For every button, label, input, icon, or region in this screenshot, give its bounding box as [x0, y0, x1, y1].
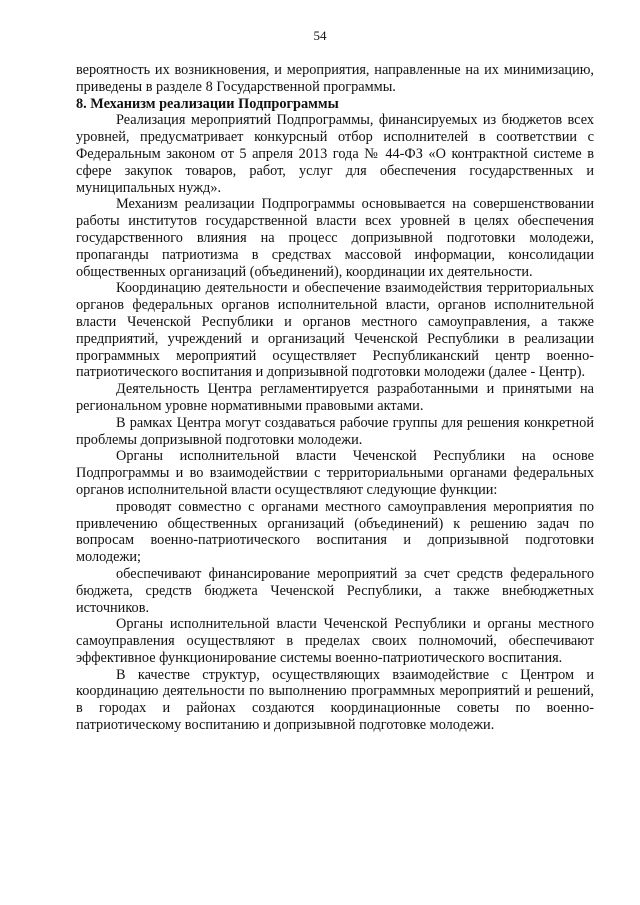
paragraph-authorities: Органы исполнительной власти Чеченской Республики и органы местного самоуправления осуществляют в пределах своих полномочий, обеспечивают эффективное функционирование системы военно-патриотического воспитания.: [76, 616, 594, 666]
intro-paragraph: вероятность их возникновения, и мероприятия, направленные на их минимизацию, приведены в разделе 8 Государственной программы.: [76, 62, 594, 95]
paragraph-functions: Органы исполнительной власти Чеченской Республики на основе Подпрограммы и во взаимодействии с территориальными органами федеральных органов исполнительной власти осуществляют следующие функции:: [76, 448, 594, 498]
page-number: 54: [313, 28, 327, 43]
list-item-financing: обеспечивают финансирование мероприятий за счет средств федерального бюджета, средств бюджета Чеченской Республики, а также внебюджетных источников.: [76, 565, 594, 616]
paragraph-center-regulation: Деятельность Центра регламентируется разработанными и принятыми на региональном уровне нормативными правовыми актами.: [76, 381, 594, 414]
section-heading: 8. Механизм реализации Подпрограммы: [76, 95, 339, 112]
list-item-joint-activities: проводят совместно с органами местного самоуправления мероприятия по привлечению общественных организаций (объединений) к решению задач по вопросам военно-патриотического воспитания и допризывной подготовки молодежи;: [76, 498, 594, 566]
document-body: [76, 62, 594, 734]
paragraph-coordination: Координацию деятельности и обеспечение взаимодействия территориальных органов федеральных органов исполнительной власти, органов исполнительной власти Чеченской Республики и органов местного самоуправления, а также предприятий, учреждений и организаций Чеченской Республики в реализации программных мероприятий осуществляет Республиканский центр военно-патриотического воспитания и допризывной подготовки молодежи (далее - Центр).: [76, 280, 594, 381]
paragraph-mechanism: Механизм реализации Подпрограммы основывается на совершенствовании работы институтов государственной власти всех уровней в целях обеспечения государственного влияния на процесс допризывной подготовки молодежи, пропаганды патриотизма в средствах массовой информации, консолидации общественных организаций (объединений), координации их деятельности.: [76, 196, 594, 280]
paragraph-councils: В качестве структур, осуществляющих взаимодействие с Центром и координацию деятельности по выполнению программных мероприятий и решений, в городах и районах создаются координационные советы по военно-патриотическому воспитанию и допризывной подготовке молодежи.: [76, 666, 594, 734]
paragraph-working-groups: В рамках Центра могут создаваться рабочие группы для решения конкретной проблемы допризывной подготовки молодежи.: [76, 414, 594, 448]
paragraph-procurement: Реализация мероприятий Подпрограммы, финансируемых из бюджетов всех уровней, предусматривает конкурсный отбор исполнителей в соответствии с Федеральным законом от 5 апреля 2013 года № 44-ФЗ «О контрактной системе в сфере закупок товаров, работ, услуг для обеспечения государственных и муниципальных нужд».: [76, 112, 594, 196]
